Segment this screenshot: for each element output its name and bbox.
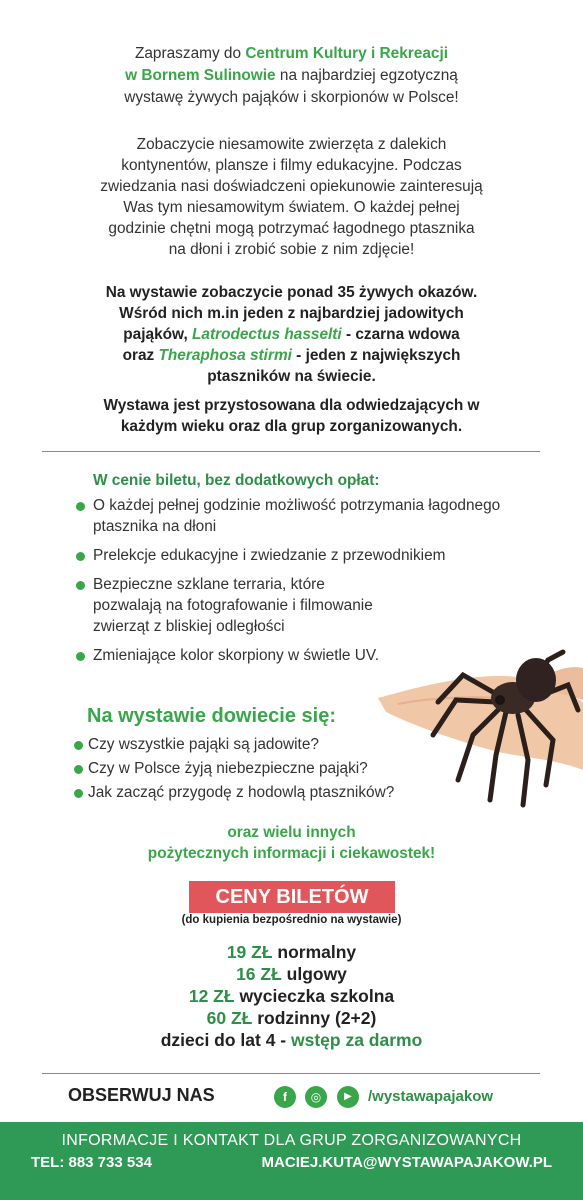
price-label: normalny [272, 942, 357, 962]
price-row-kids [0, 1029, 583, 1051]
price-row [0, 963, 583, 985]
list-item-text: Prelekcje edukacyjne i zwiedzanie z przewodnikiem [93, 547, 446, 564]
intro-mid: na najbardziej egzotyczną [275, 67, 458, 84]
intro4-line: Wystawa jest przystosowana dla odwiedzających w [103, 397, 480, 414]
bullet-dot [74, 765, 83, 774]
intro2-line: Zobaczycie niesamowite zwierzęta z dalekich [136, 136, 447, 153]
price-row [0, 941, 583, 963]
species-name-2: Theraphosa stirmi [158, 347, 292, 364]
list-item [76, 545, 516, 566]
intro3-line: Wśród nich m.in jeden z najbardziej jadowitych [119, 305, 464, 322]
list-item-text: O każdej pełnej godzinie możliwość potrzymania łagodnego ptasznika na dłoni [93, 497, 501, 535]
intro3-text: - czarna wdowa [341, 326, 460, 343]
footer [0, 1122, 583, 1200]
intro2-line: Was tym niesamowitym światem. O każdej pełnej [123, 199, 460, 216]
spider-on-hand-image [378, 640, 583, 815]
footer-phone[interactable]: TEL: 883 733 534 [31, 1154, 152, 1171]
intro4-line: każdym wieku oraz dla grup zorganizowanych. [120, 418, 463, 435]
species-name-1: Latrodectus hasselti [192, 326, 342, 343]
venue-location: w Bornem Sulinowie [125, 67, 276, 84]
learn-more-line: oraz wielu innych [227, 824, 356, 841]
youtube-icon[interactable]: ▶ [337, 1086, 359, 1108]
price-list [0, 941, 583, 1051]
bullet-dot [76, 502, 85, 511]
price-label: wycieczka szkolna [234, 986, 395, 1006]
bullet-dot [76, 581, 85, 590]
price-amount: 16 ZŁ [236, 964, 282, 984]
learn-more-line: pożytecznych informacji i ciekawostek! [147, 845, 436, 862]
intro-paragraph-2 [0, 134, 583, 260]
intro2-line: godzinie chętni mogą potrzymać łagodnego ptasznika [108, 220, 475, 237]
intro3-line: Na wystawie zobaczycie ponad 35 żywych okazów. [105, 284, 478, 301]
learn-more [0, 822, 583, 864]
venue-name: Centrum Kultury i Rekreacji [245, 45, 449, 62]
intro-pre: Zapraszamy do [134, 45, 246, 62]
intro3-text: oraz [122, 347, 159, 364]
prices-banner: CENY BILETÓW [189, 881, 395, 913]
footer-title: INFORMACJE I KONTAKT DLA GRUP ZORGANIZOWANYCH [61, 1132, 522, 1149]
bullet-dot [74, 741, 83, 750]
intro3-line: ptaszników na świecie. [207, 368, 376, 385]
included-heading: W cenie biletu, bez dodatkowych opłat: [93, 472, 380, 489]
list-item [76, 495, 516, 537]
learn-heading: Na wystawie dowiecie się: [87, 705, 336, 727]
list-item [74, 733, 394, 757]
facebook-icon[interactable]: f [274, 1086, 296, 1108]
intro2-line: kontynentów, plansze i filmy edukacyjne. Podczas [121, 157, 462, 174]
learn-list [74, 733, 394, 805]
instagram-icon[interactable]: ◎ [305, 1086, 327, 1108]
list-item-text: Jak zacząć przygodę z hodowlą ptaszników? [88, 784, 395, 801]
bullet-dot [74, 789, 83, 798]
bullet-dot [76, 652, 85, 661]
intro-paragraph-3 [0, 282, 583, 387]
intro2-line: zwiedzania nasi doświadczeni opiekunowie zainteresują [100, 178, 483, 195]
bullet-dot [76, 552, 85, 561]
price-amount: 12 ZŁ [188, 986, 235, 1006]
intro3-text: pająków, [123, 326, 192, 343]
list-item-text: Bezpieczne szklane terraria, które pozwalają na fotografowanie i filmowanie zwierząt z bliskiej odległości [93, 576, 373, 635]
list-item-text: Czy wszystkie pająki są jadowite? [88, 736, 319, 753]
list-item [74, 757, 394, 781]
intro-line-3: wystawę żywych pająków i skorpionów w Polsce! [124, 89, 459, 106]
prices-note: (do kupienia bezpośrednio na wystawie) [181, 914, 402, 926]
price-label: rodzinny (2+2) [252, 1008, 377, 1028]
price-free: wstęp za darmo [291, 1030, 423, 1050]
price-amount: 19 ZŁ [226, 942, 273, 962]
price-amount: 60 ZŁ [206, 1008, 253, 1028]
list-item-text: Zmieniające kolor skorpiony w świetle UV. [93, 647, 379, 664]
price-row [0, 1007, 583, 1029]
divider-bottom [42, 1073, 540, 1074]
list-item-text: Czy w Polsce żyją niebezpieczne pająki? [88, 760, 368, 777]
intro3-text: - jeden z największych [291, 347, 461, 364]
price-label: dzieci do lat 4 - [160, 1030, 291, 1050]
intro-paragraph-1 [0, 43, 583, 108]
footer-email[interactable]: MACIEJ.KUTA@WYSTAWAPAJAKOW.PL [261, 1154, 552, 1171]
follow-label: OBSERWUJ NAS [68, 1085, 215, 1105]
intro2-line: na dłoni i zrobić sobie z nim zdjęcie! [168, 241, 415, 258]
list-item [74, 781, 394, 805]
intro-paragraph-4 [0, 395, 583, 437]
price-row [0, 985, 583, 1007]
list-item [76, 574, 393, 637]
divider-top [42, 451, 540, 452]
price-label: ulgowy [281, 964, 347, 984]
social-handle[interactable]: /wystawapajakow [368, 1088, 494, 1105]
